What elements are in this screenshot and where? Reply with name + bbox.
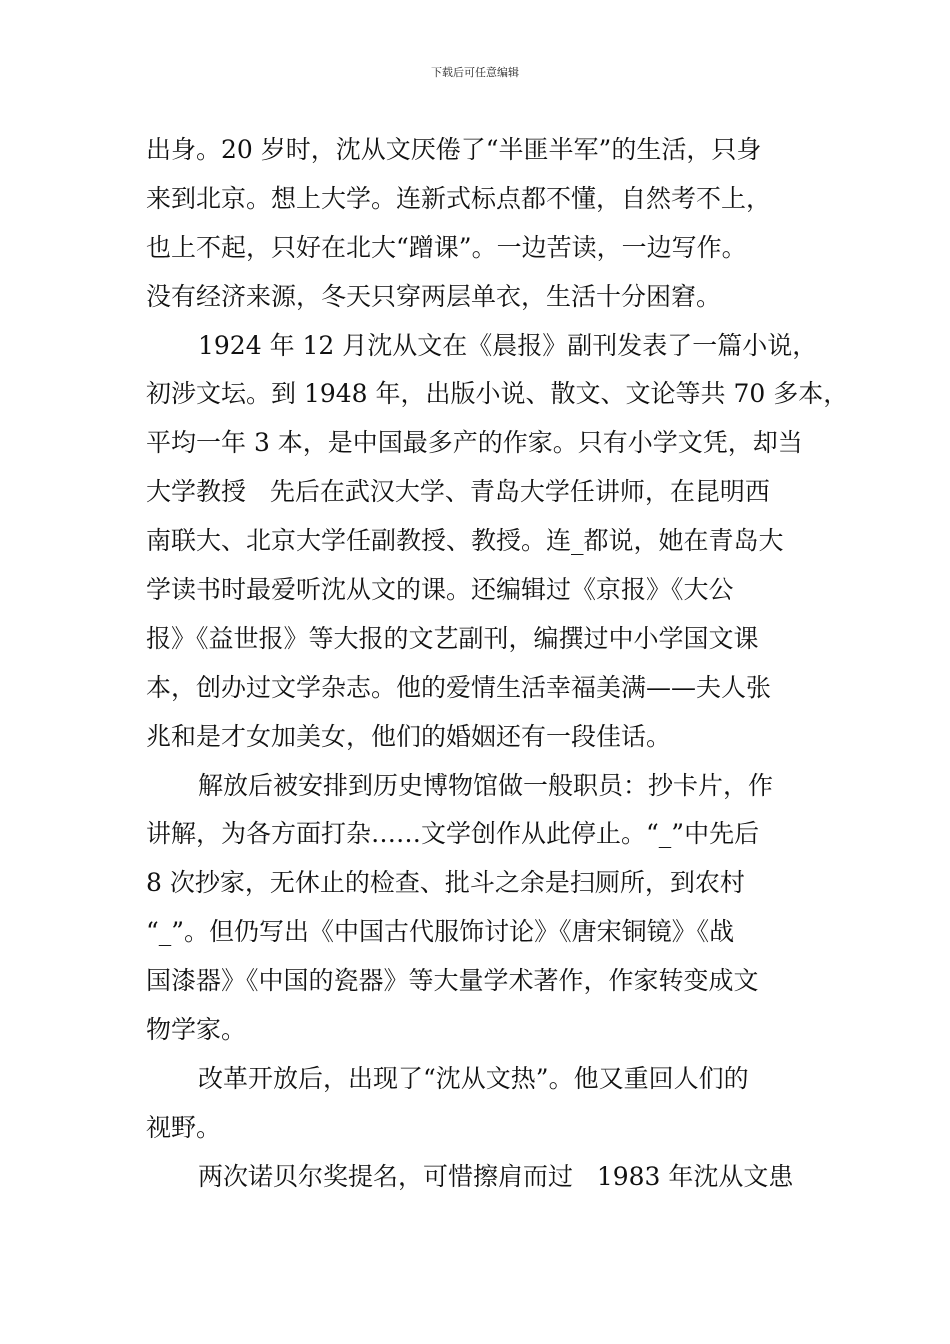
text-line: 大学教授 先后在武汉大学、青岛大学任讲师，在昆明西: [146, 477, 770, 507]
article-body: [146, 126, 849, 1202]
page-header: 下载后可任意编辑: [431, 66, 519, 79]
text-line: 也上不起，只好在北大“蹭课”。一边苦读，一边写作。: [146, 232, 747, 262]
paragraph-first-line: 1924 年 12 月沈从文在《晨报》副刊发表了一篇小说，: [198, 330, 818, 360]
text-line: 讲解，为各方面打杂……文学创作从此停止。“_”中先后: [146, 819, 760, 849]
text-line: 初涉文坛。到 1948 年，出版小说、散文、文论等共 70 多本，: [146, 379, 849, 409]
text-line: 南联大、北京大学任副教授、教授。连_都说，她在青岛大: [146, 526, 784, 556]
paragraph-first-line: 解放后被安排到历史博物馆做一般职员：抄卡片，作: [198, 770, 774, 800]
text-line: “_”。但仍写出《中国古代服饰讨论》《唐宋铜镜》《战: [146, 917, 735, 947]
text-line: 本，创办过文学杂志。他的爱情生活幸福美满——夫人张: [146, 672, 772, 702]
text-line: 兆和是才女加美女，他们的婚姻还有一段佳话。: [146, 721, 672, 751]
text-line: 8 次抄家，无休止的检查、批斗之余是扫厕所，到农村: [146, 868, 745, 898]
text-line: 学读书时最爱听沈从文的课。还编辑过《京报》《大公: [146, 575, 734, 605]
text-line: 来到北京。想上大学。连新式标点都不懂，自然考不上，: [146, 183, 772, 213]
paragraph-first-line: 改革开放后，出现了“沈从文热”。他又重回人们的: [198, 1063, 749, 1093]
text-line: 国漆器》《中国的瓷器》等大量学术著作，作家转变成文: [146, 966, 759, 996]
text-line: 视野。: [146, 1112, 222, 1142]
text-line: 物学家。: [146, 1015, 247, 1045]
text-line: 出身。20 岁时，沈从文厌倦了“半匪半军”的生活，只身: [146, 135, 762, 164]
text-line: 平均一年 3 本，是中国最多产的作家。只有小学文凭，却当: [146, 428, 803, 458]
paragraph-first-line: 两次诺贝尔奖提名，可惜擦肩而过 1983 年沈从文患: [198, 1161, 794, 1191]
text-line: 没有经济来源，冬天只穿两层单衣，生活十分困窘。: [146, 281, 722, 311]
text-line: 报》《益世报》等大报的文艺副刊，编撰过中小学国文课: [146, 623, 759, 653]
